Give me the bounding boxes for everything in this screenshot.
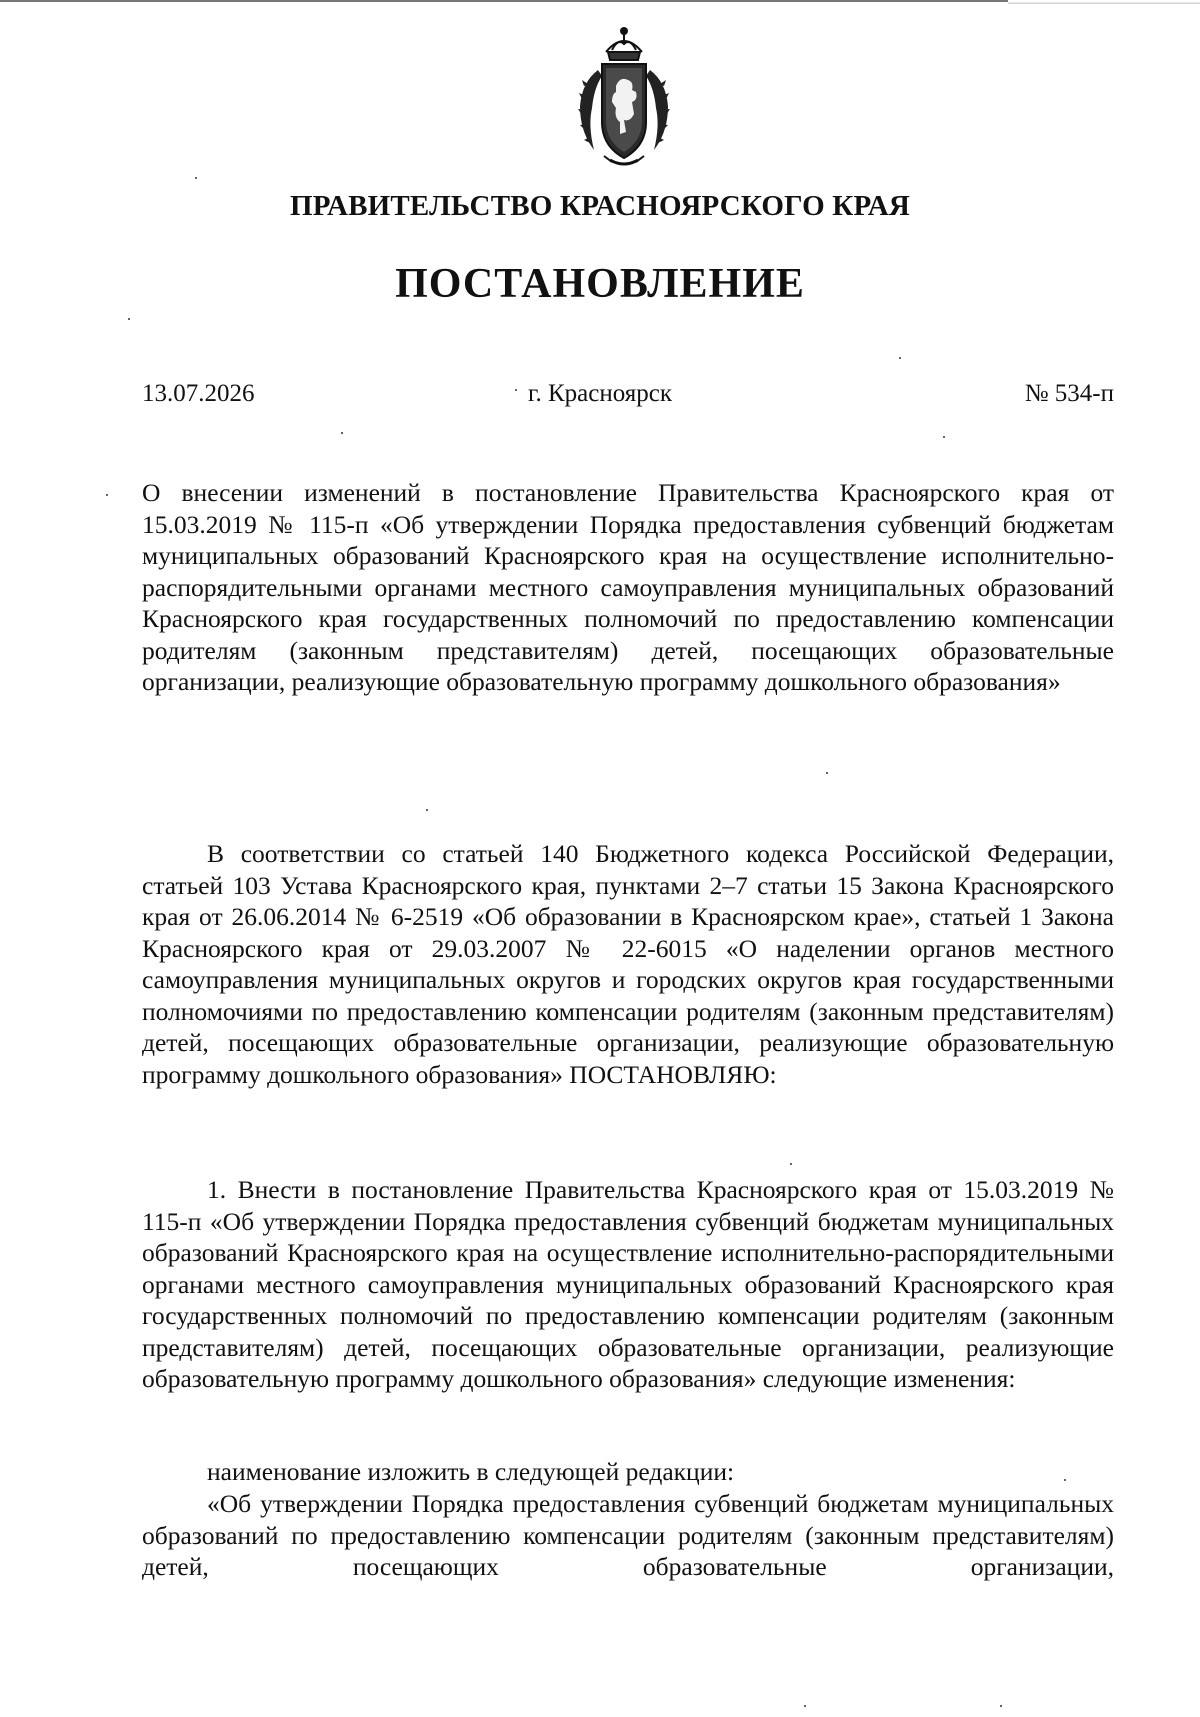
document-date: 13.07.2026 xyxy=(142,380,255,407)
new-title-paragraph: «Об утверждении Порядка предоставления субвенций бюджетам муниципальных образований по предоставлению компенсации родителям (законным представителям) детей, посещающих образовательные организации, xyxy=(142,1489,1114,1581)
scan-speck xyxy=(106,494,108,496)
coat-of-arms-icon xyxy=(568,22,680,172)
item-1-paragraph: 1. Внести в постановление Правительства Красноярского края от 15.03.2019 № 115-п «Об утверждении Порядка предоставления субвенций бюджетам муниципальных образований Красноярского края на осуществление исполнительно-распорядительными органами местного самоуправления муниципальных образований Красноярского края государственных полномочий по предоставлению компенсации родителям (законным представителям) детей, посещающих образовательные организации, реализующие образовательную программу дошкольного образования» следующие изменения: xyxy=(142,1175,1114,1393)
scan-speck xyxy=(804,1705,806,1707)
document-type-title: ПОСТАНОВЛЕНИЕ xyxy=(395,261,805,307)
scan-speck xyxy=(943,436,945,438)
scan-speck xyxy=(790,1163,792,1165)
preamble-paragraph: В соответствии со статьей 140 Бюджетного кодекса Российской Федерации, статьей 103 Устава Красноярского края, пунктами 2–7 статьи 15 Закона Красноярского края от 26.06.2014 № 6-2519 «Об образовании в Красноярском крае», статьей 1 Закона Красноярского края от 29.03.2007 № 22-6015 «О наделении органов местного самоуправления муниципальных округов и городских округов края государственными полномочиями по предоставлению компенсации родителям (законным представителям) детей, посещающих образовательные организации, реализующие образовательную программу дошкольного образования» ПОСТАНОВЛЯЮ: xyxy=(142,839,1114,1089)
scan-speck xyxy=(515,389,517,391)
scan-speck xyxy=(826,772,828,774)
scan-speck xyxy=(1000,1705,1002,1707)
scan-speck xyxy=(195,177,197,179)
scan-speck xyxy=(1064,1479,1066,1481)
scan-speck xyxy=(426,809,428,811)
document-number: № 534-п xyxy=(1024,380,1114,407)
scan-corner-shade xyxy=(1008,0,1200,4)
organization-name: ПРАВИТЕЛЬСТВО КРАСНОЯРСКОГО КРАЯ xyxy=(289,190,911,222)
change-intro-paragraph: наименование изложить в следующей редакции: xyxy=(207,1457,735,1486)
scan-speck xyxy=(341,432,343,434)
document-city: г. Красноярск xyxy=(528,380,672,407)
document-subject: О внесении изменений в постановление Правительства Красноярского края от 15.03.2019 № 115-п «Об утверждении Порядка предоставления субвенций бюджетам муниципальных образований Красноярского края на осуществление исполнительно-распорядительными органами местного самоуправления муниципальных образований Красноярского края государственных полномочий по предоставлению компенсации родителям (законным представителям) детей, посещающих образовательные организации, реализующие образовательную программу дошкольного образования» xyxy=(142,478,1114,696)
scan-speck xyxy=(899,357,901,359)
scan-speck xyxy=(128,318,130,320)
